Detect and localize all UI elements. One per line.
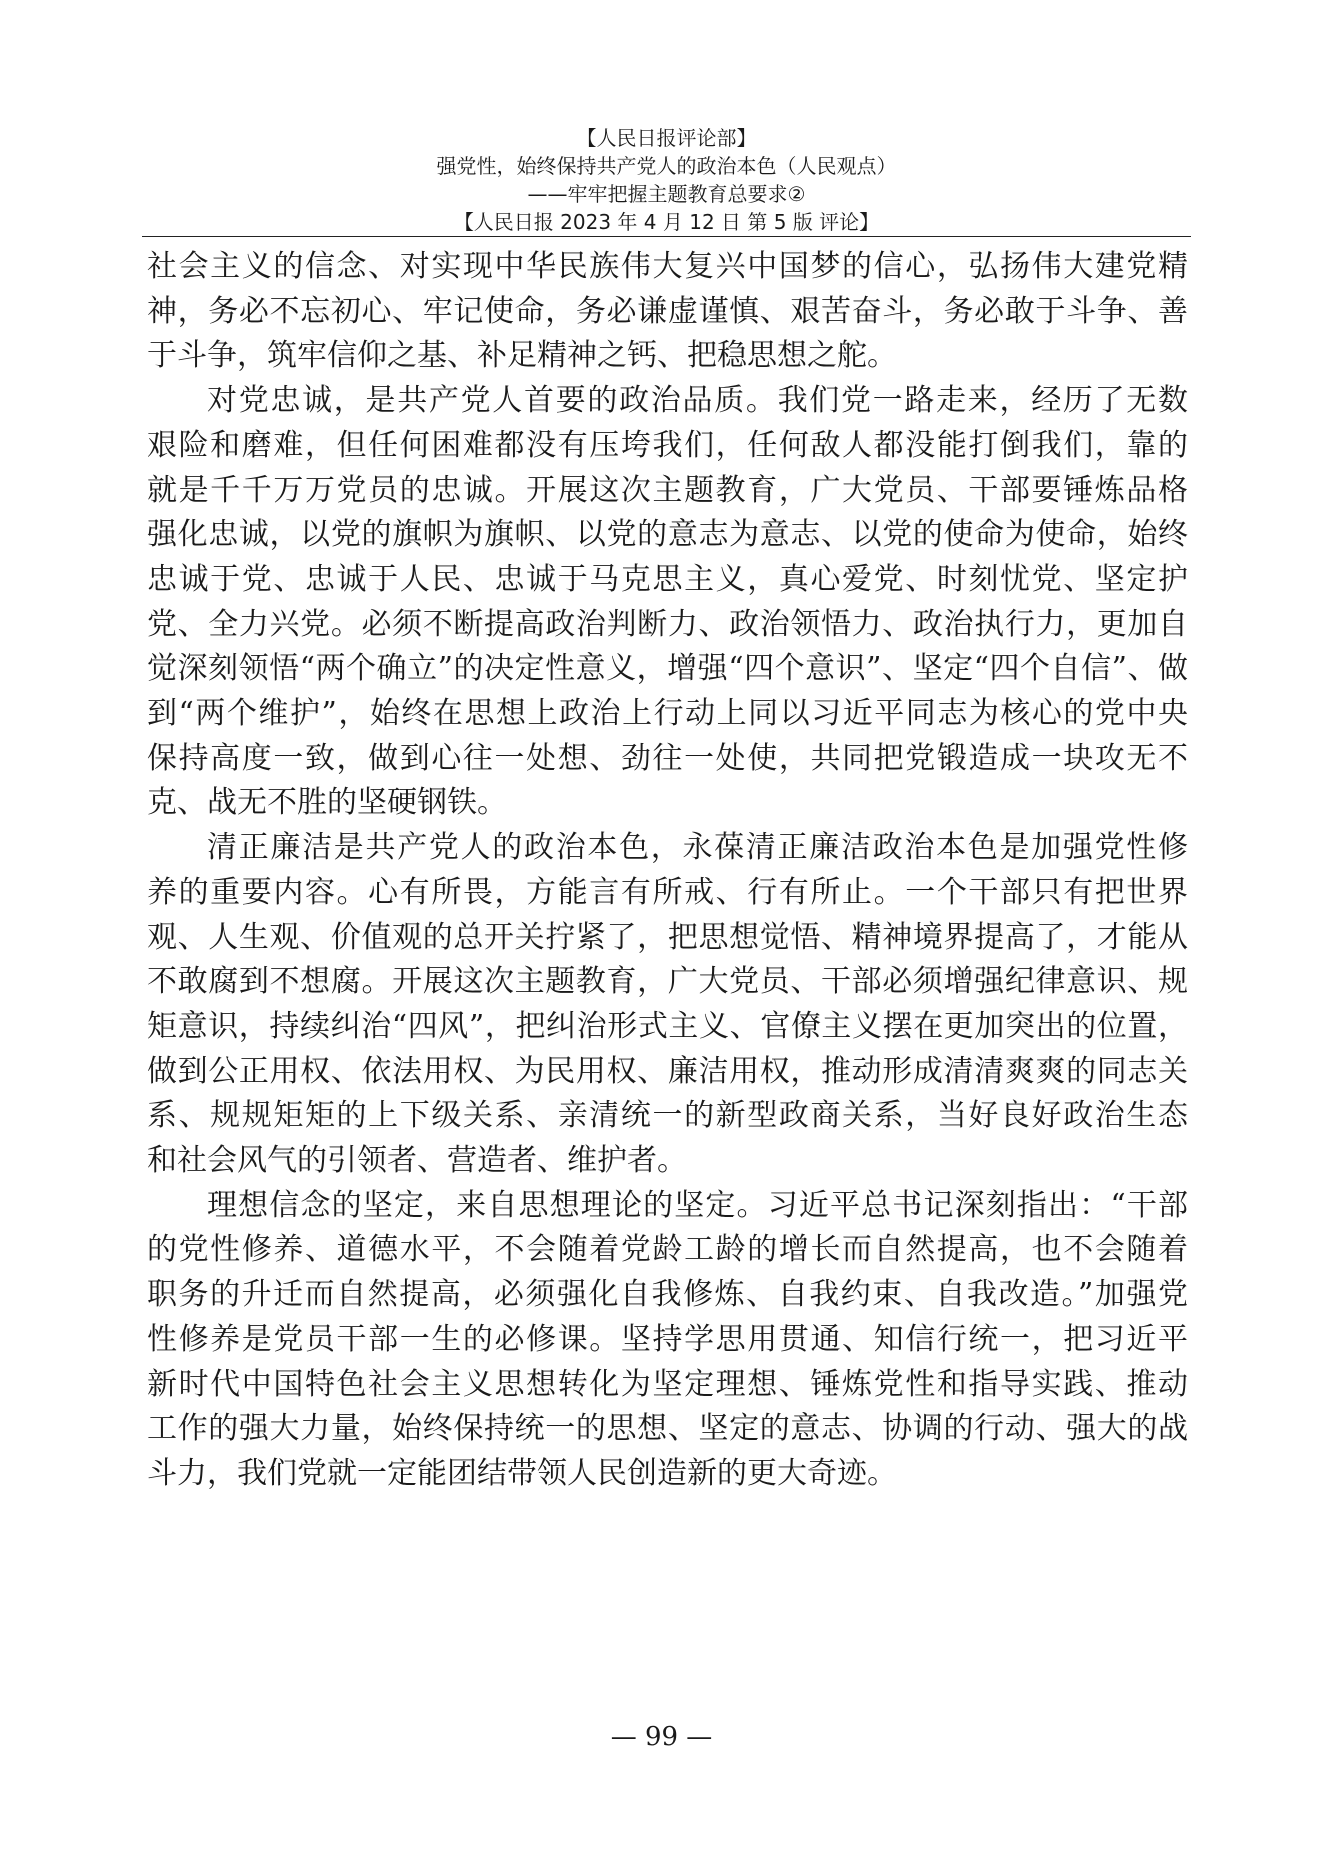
text-line: 职务的升迁而自然提高，必须强化自我修炼、自我约束、自我改造。”加强党 bbox=[147, 1277, 1188, 1313]
text-line: 社会主义的信念、对实现中华民族伟大复兴中国梦的信心，弘扬伟大建党精 bbox=[147, 249, 1188, 284]
text-line: 不敢腐到不想腐。开展这次主题教育，广大党员、干部必须增强纪律意识、规 bbox=[147, 964, 1188, 1000]
page-header bbox=[142, 124, 1191, 237]
header-source: 【人民日报评论部】 bbox=[576, 126, 757, 150]
text-line: 神，务必不忘初心、牢记使命，务必谦虚谨慎、艰苦奋斗，务必敢于斗争、善 bbox=[147, 293, 1188, 329]
text-line: 新时代中国特色社会主义思想转化为坚定理想、锤炼党性和指导实践、推动 bbox=[147, 1366, 1188, 1402]
text-line: 保持高度一致，做到心往一处想、劲往一处使，共同把党锻造成一块攻无不 bbox=[147, 740, 1188, 776]
text-line: 的党性修养、道德水平，不会随着党龄工龄的增长而自然提高，也不会随着 bbox=[147, 1232, 1188, 1268]
text-line: 性修养是党员干部一生的必修课。坚持学思用贯通、知信行统一，把习近平 bbox=[147, 1321, 1188, 1357]
header-title: 强党性，始终保持共产党人的政治本色（人民观点） bbox=[436, 154, 897, 178]
header-publication-info: 【人民日报 2023 年 4 月 12 日 第 5 版 评论】 bbox=[453, 210, 880, 234]
text-line: 强化忠诚，以党的旗帜为旗帜、以党的意志为意志、以党的使命为使命，始终 bbox=[147, 517, 1188, 553]
paragraph bbox=[147, 1184, 1188, 1497]
text-line: 觉深刻领悟“两个确立”的决定性意义，增强“四个意识”、坚定“四个自信”、做 bbox=[147, 651, 1188, 687]
text-line: 系、规规矩矩的上下级关系、亲清统一的新型政商关系，当好良好政治生态 bbox=[147, 1098, 1188, 1134]
text-line: 克、战无不胜的坚硬钢铁。 bbox=[147, 785, 507, 821]
text-line: 党、全力兴党。必须不断提高政治判断力、政治领悟力、政治执行力，更加自 bbox=[147, 606, 1188, 642]
text-line: 观、人生观、价值观的总开关拧紧了，把思想觉悟、精神境界提高了，才能从 bbox=[147, 919, 1188, 955]
text-line: 养的重要内容。心有所畏，方能言有所戒、行有所止。一个干部只有把世界 bbox=[147, 874, 1188, 910]
text-line: 对党忠诚，是共产党人首要的政治品质。我们党一路走来，经历了无数 bbox=[207, 383, 1188, 419]
paragraph bbox=[147, 379, 1188, 826]
text-line: 理想信念的坚定，来自思想理论的坚定。习近平总书记深刻指出：“干部 bbox=[207, 1187, 1188, 1223]
article-body bbox=[147, 245, 1188, 1497]
text-line: 艰险和磨难，但任何困难都没有压垮我们，任何敌人都没能打倒我们，靠的 bbox=[147, 427, 1188, 463]
text-line: 忠诚于党、忠诚于人民、忠诚于马克思主义，真心爱党、时刻忧党、坚定护 bbox=[147, 561, 1188, 597]
text-line: 于斗争，筑牢信仰之基、补足精神之钙、把稳思想之舵。 bbox=[147, 338, 897, 374]
text-line: 斗力，我们党就一定能团结带领人民创造新的更大奇迹。 bbox=[147, 1455, 897, 1491]
header-subtitle: ——牢牢把握主题教育总要求② bbox=[527, 182, 806, 206]
text-line: 清正廉洁是共产党人的政治本色，永葆清正廉洁政治本色是加强党性修 bbox=[207, 830, 1188, 866]
page-number: — 99 — bbox=[610, 1722, 713, 1752]
text-line: 做到公正用权、依法用权、为民用权、廉洁用权，推动形成清清爽爽的同志关 bbox=[147, 1053, 1188, 1089]
paragraph bbox=[147, 245, 1188, 379]
paragraph bbox=[147, 826, 1188, 1184]
text-line: 矩意识，持续纠治“四风”，把纠治形式主义、官僚主义摆在更加突出的位置， bbox=[147, 1008, 1188, 1044]
text-line: 到“两个维护”，始终在思想上政治上行动上同以习近平同志为核心的党中央 bbox=[147, 696, 1188, 732]
text-line: 和社会风气的引领者、营造者、维护者。 bbox=[147, 1143, 687, 1179]
text-line: 就是千千万万党员的忠诚。开展这次主题教育，广大党员、干部要锤炼品格 bbox=[147, 472, 1188, 508]
text-line: 工作的强大力量，始终保持统一的思想、坚定的意志、协调的行动、强大的战 bbox=[147, 1411, 1188, 1447]
